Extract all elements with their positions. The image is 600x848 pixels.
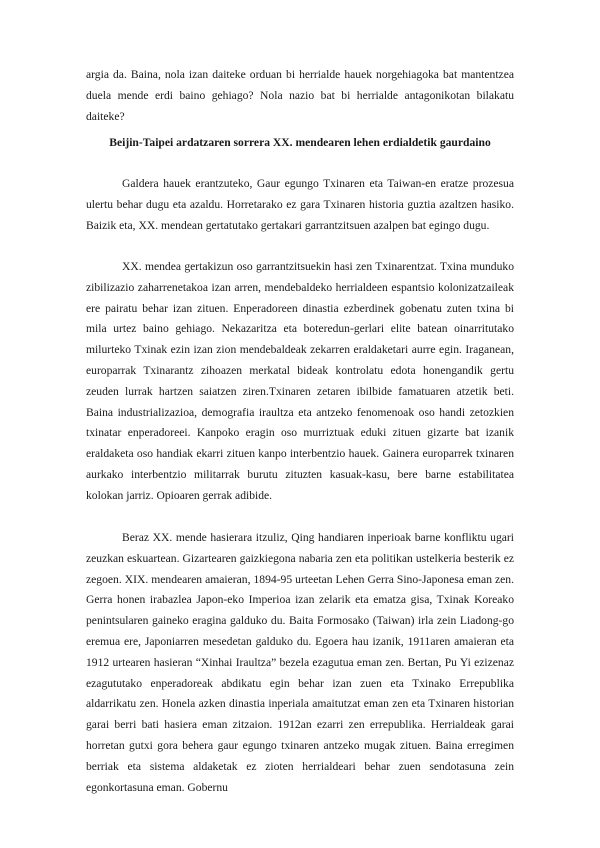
section-heading: Beijin-Taipei ardatzaren sorrera XX. mendearen lehen erdialdetik gaurdaino [109, 136, 491, 149]
paragraph-20th-century [86, 257, 514, 507]
paragraph-text: argia da. Baina, nola izan daiteke orduan bi herrialde hauek norgehiagoka bat mantentzea duela mende erdi baino gehiago? Nola nazio bat bi herrialde antagonikotan bilakatu daiteke? [86, 68, 514, 123]
paragraph-text: Beraz XX. mende hasierara itzuliz, Qing handiaren inperioak barne konfliktu ugari zeuzkan eskuartean. Gizartearen gaizkiegona nabaria zen eta politikan ustelkeria besterik ez zegoen. XIX. mendearen amaieran, 1894-95 urteetan Lehen Gerra Sino-Japonesa eman zen. Gerra honen irabazlea Japon-eko Imperioa izan zelarik eta ematza gisa, Txinak Koreako penintsularen gaineko eragina galduko du. Baita Formosako (Taiwan) irla zein Liadong-go eremua ere, Japoniarren mesedetan galduko du. Egoera hau izanik, 1911aren amaieran eta 1912 urtearen hasieran “Xinhai Iraultza” bezela ezagutua eman zen. Bertan, Pu Yi ezizenaz ezagututako enperadoreak abdikatu egin behar izan zuen eta Txinako Errepublika aldarrikatu zen. Honela azken dinastia inperiala amaitutzat eman zen eta Txinaren historian garai berri bati hasiera eman zitzaion. 1912an ezarri zen errepublika. Herrialdeak garai horretan gutxi gora behera gaur egungo txinaren antzeko mugak zituen. Baina erregimen berriak eta sistema aldaketak ez zioten herrialdeari behar zuen sendotasuna zein egonkortasuna eman. Gobernu [86, 531, 514, 794]
paragraph-questions [86, 174, 514, 236]
paragraph-qing-empire [86, 528, 514, 798]
paragraph-text: Galdera hauek erantzuteko, Gaur egungo Txinaren eta Taiwan-en eratze prozesua ulertu behar dugu eta azaldu. Horretarako ez gara Txinaren historia guztia azaltzen hasiko. Baizik eta, XX. mendean gertatutako gertakari garrantzitsuen azalpen bat egingo dugu. [86, 177, 514, 232]
paragraph-text: XX. mendea gertakizun oso garrantzitsuekin hasi zen Txinarentzat. Txina munduko zibilizazio zaharrenetakoa izan arren, mendebaldeko herrialdeen espantsio kolonizatzaileak ere pairatu behar izan zituen. Enperadoreen dinastia ezberdinek gobenatu zuten txina bi mila urtez baino gehiago. Nekazaritza eta boteredun-gerlari elite batean oinarritutako milurteko Txinak ezin izan zion mendebaldeak zekarren eraldaketari aurre egin. Iraganean, europarrak Txinarantz zihoazen merkatal bideak kontrolatu edota honengandik gertu zeuden lurrak hartzen saiatzen ziren.Txinaren zetaren ibilbide famatuaren atzetik beti. Baina industrializazioa, demografia iraultza eta antzeko fenomenoak oso handi zetozkien txinatar enperadoreei. Kanpoko eragin oso murriztuak eduki zituen gizarte bat izanik eraldaketa oso handiak ekarri zituen kanpo interbentzio hauek. Gainera europarrek txinaren aurkako interbentzio militarrak burutu zituzten kasuak-kasu, bere barne estabilitatea kolokan jarriz. Opioaren gerrak adibide. [86, 260, 514, 502]
paragraph-intro-end [86, 65, 514, 127]
